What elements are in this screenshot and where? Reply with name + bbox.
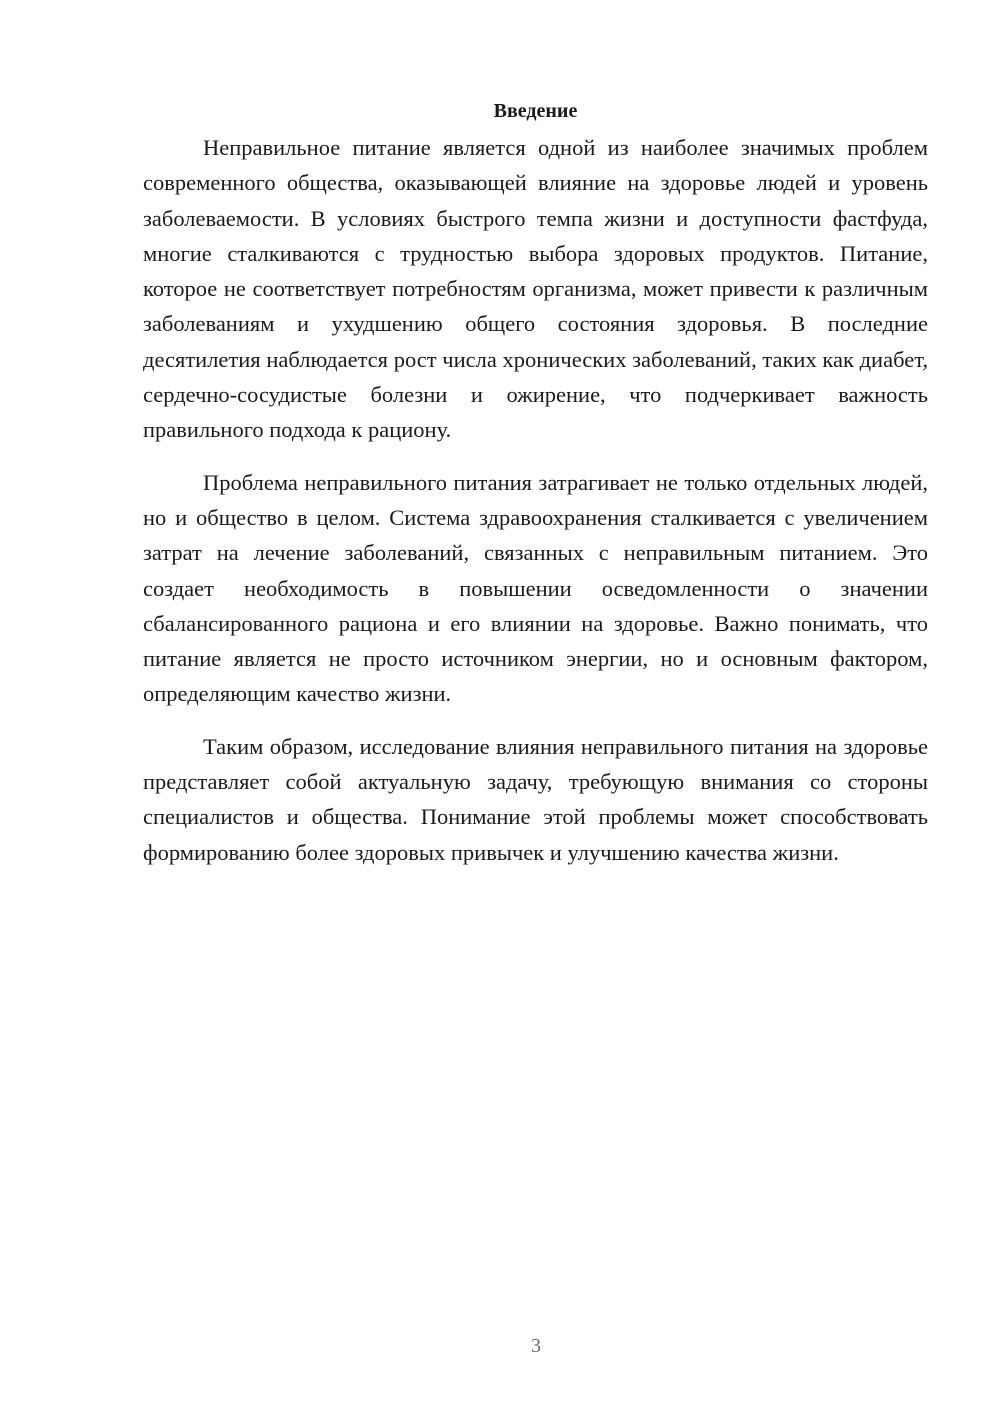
paragraph-1: Неправильное питание является одной из наиболее значимых проблем современного общества, оказывающей влияние на здоровье людей и уровень заболеваемости. В условиях быстрого темпа жизни и доступности фастфуда, многие сталкиваются с трудностью выбора здоровых продуктов. Питание, которое не соответствует потребностям организма, может привести к различным заболеваниям и ухудшению общего состояния здоровья. В последние десятилетия наблюдается рост числа хронических заболеваний, таких как диабет, сердечно-сосудистые болезни и ожирение, что подчеркивает важность правильного подхода к рациону.: [143, 135, 928, 443]
page-number: 3: [531, 1335, 541, 1357]
page-content: [143, 96, 928, 887]
section-heading: Введение: [493, 100, 578, 122]
paragraph-2: Проблема неправильного питания затрагивает не только отдельных людей, но и общество в целом. Система здравоохранения сталкивается с увеличением затрат на лечение заболеваний, связанных с неправильным питанием. Это создает необходимость в повышении осведомленности о значении сбалансированного рациона и его влиянии на здоровье. Важно понимать, что питание является не просто источником энергии, но и основным фактором, определяющим качество жизни.: [143, 469, 928, 707]
paragraph-3: Таким образом, исследование влияния неправильного питания на здоровье представляет собой актуальную задачу, требующую внимания со стороны специалистов и общества. Понимание этой проблемы может способствовать формированию более здоровых привычек и улучшению качества жизни.: [143, 733, 928, 865]
